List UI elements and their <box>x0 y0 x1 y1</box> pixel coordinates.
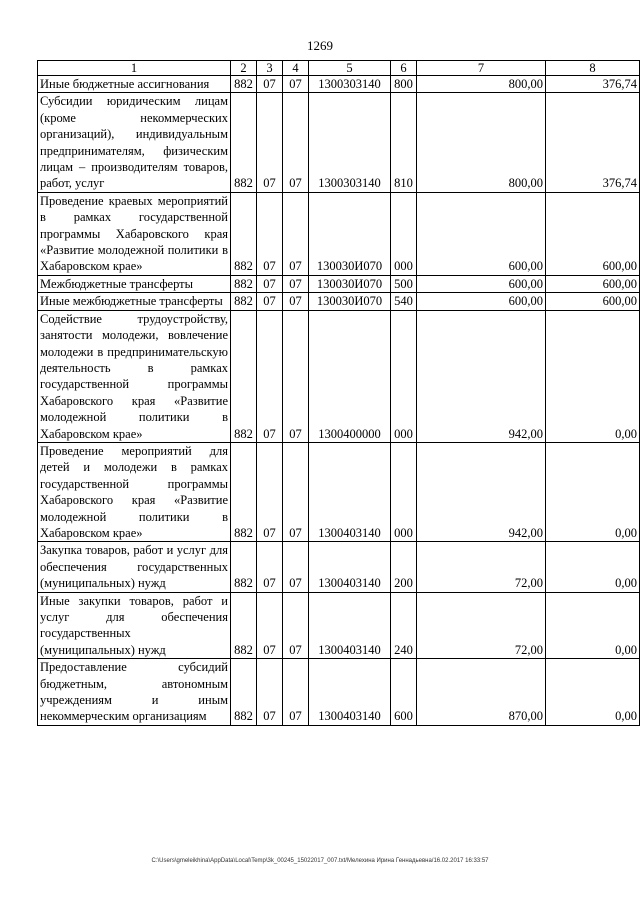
amount-planned: 72,00 <box>417 542 546 592</box>
grbs-code: 882 <box>231 592 257 659</box>
table-row <box>38 275 640 292</box>
item-name-text: Иные закупки товаров, работ и услуг для обеспечения государственных (муниципальных) нужд <box>40 593 228 657</box>
grbs-code: 882 <box>231 310 257 442</box>
expense-type-code: 240 <box>391 592 417 659</box>
amount-executed: 0,00 <box>546 442 640 541</box>
file-path-footer: C:\Users\gmeleikhina\AppData\Local\Temp\3k_00245_15022017_007.txt/Мелехина Ирина Геннадьевна/16.02.2017 16:33:57 <box>151 858 489 864</box>
item-name-text: Межбюджетные трансферты <box>40 276 194 291</box>
amount-planned: 942,00 <box>417 310 546 442</box>
target-article-code: 130030И070 <box>309 293 391 310</box>
amount-executed: 0,00 <box>546 310 640 442</box>
expense-type-code: 000 <box>391 310 417 442</box>
table-row <box>38 93 640 192</box>
column-header: 1 <box>38 61 231 76</box>
column-header: 6 <box>391 61 417 76</box>
column-header: 2 <box>231 61 257 76</box>
table-row <box>38 293 640 310</box>
table-row <box>38 592 640 659</box>
item-name-text: Иные межбюджетные трансферты <box>40 294 223 309</box>
target-article-code: 130030И070 <box>309 275 391 292</box>
amount-planned: 600,00 <box>417 275 546 292</box>
item-name <box>38 275 231 292</box>
amount-executed: 0,00 <box>546 659 640 726</box>
item-name <box>38 93 231 192</box>
item-name-text: Проведение краевых мероприятий в рамках государственной программы Хабаровского края «Развитие молодежной политики в Хабаровском крае» <box>40 193 228 274</box>
amount-planned: 800,00 <box>417 93 546 192</box>
section-code: 07 <box>257 592 283 659</box>
column-header: 7 <box>417 61 546 76</box>
target-article-code: 1300403140 <box>309 659 391 726</box>
budget-table <box>37 60 640 726</box>
target-article-code: 1300403140 <box>309 442 391 541</box>
subsection-code: 07 <box>283 293 309 310</box>
item-name-text: Предоставление субсидий бюджетным, автономным учреждениям и иным некоммерческим организациям <box>40 660 228 724</box>
expense-type-code: 800 <box>391 76 417 93</box>
section-code: 07 <box>257 310 283 442</box>
expense-type-code: 600 <box>391 659 417 726</box>
column-header: 8 <box>546 61 640 76</box>
subsection-code: 07 <box>283 93 309 192</box>
subsection-code: 07 <box>283 76 309 93</box>
item-name-text: Субсидии юридическим лицам (кроме некоммерческих организаций), индивидуальным предпринимателям, физическим лицам – производителям товаров, работ, услуг <box>40 94 228 191</box>
target-article-code: 130030И070 <box>309 192 391 275</box>
expense-type-code: 200 <box>391 542 417 592</box>
item-name <box>38 310 231 442</box>
amount-planned: 800,00 <box>417 76 546 93</box>
item-name <box>38 293 231 310</box>
grbs-code: 882 <box>231 76 257 93</box>
expense-type-code: 000 <box>391 192 417 275</box>
subsection-code: 07 <box>283 542 309 592</box>
item-name <box>38 442 231 541</box>
subsection-code: 07 <box>283 275 309 292</box>
item-name-text: Содействие трудоустройству, занятости молодежи, вовлечение молодежи в предпринимательскую деятельность в рамках государственной программы Хабаровского края «Развитие молодежной политики в Хабаровском крае» <box>40 311 228 441</box>
table-row <box>38 310 640 442</box>
subsection-code: 07 <box>283 442 309 541</box>
amount-planned: 942,00 <box>417 442 546 541</box>
item-name-text: Иные бюджетные ассигнования <box>40 77 210 91</box>
section-code: 07 <box>257 76 283 93</box>
section-code: 07 <box>257 192 283 275</box>
grbs-code: 882 <box>231 659 257 726</box>
section-code: 07 <box>257 275 283 292</box>
table-row <box>38 542 640 592</box>
expense-type-code: 500 <box>391 275 417 292</box>
section-code: 07 <box>257 93 283 192</box>
subsection-code: 07 <box>283 192 309 275</box>
subsection-code: 07 <box>283 592 309 659</box>
item-name <box>38 542 231 592</box>
amount-executed: 600,00 <box>546 293 640 310</box>
column-header: 4 <box>283 61 309 76</box>
amount-executed: 0,00 <box>546 542 640 592</box>
subsection-code: 07 <box>283 310 309 442</box>
item-name <box>38 76 231 93</box>
amount-executed: 376,74 <box>546 93 640 192</box>
grbs-code: 882 <box>231 192 257 275</box>
header-row <box>38 61 640 76</box>
expense-type-code: 810 <box>391 93 417 192</box>
amount-planned: 72,00 <box>417 592 546 659</box>
table-row <box>38 659 640 726</box>
item-name <box>38 192 231 275</box>
subsection-code: 07 <box>283 659 309 726</box>
item-name <box>38 592 231 659</box>
grbs-code: 882 <box>231 442 257 541</box>
table-row <box>38 192 640 275</box>
grbs-code: 882 <box>231 93 257 192</box>
section-code: 07 <box>257 293 283 310</box>
item-name <box>38 659 231 726</box>
column-header: 5 <box>309 61 391 76</box>
column-header: 3 <box>257 61 283 76</box>
section-code: 07 <box>257 442 283 541</box>
amount-executed: 0,00 <box>546 592 640 659</box>
target-article-code: 1300400000 <box>309 310 391 442</box>
item-name-text: Проведение мероприятий для детей и молодежи в рамках государственной программы Хабаровского края «Развитие молодежной политики в Хабаровском крае» <box>40 443 228 540</box>
table-row <box>38 76 640 93</box>
amount-planned: 600,00 <box>417 293 546 310</box>
target-article-code: 1300303140 <box>309 93 391 192</box>
grbs-code: 882 <box>231 542 257 592</box>
section-code: 07 <box>257 542 283 592</box>
item-name-text: Закупка товаров, работ и услуг для обеспечения государственных (муниципальных) нужд <box>40 543 228 591</box>
amount-executed: 600,00 <box>546 275 640 292</box>
amount-executed: 376,74 <box>546 76 640 93</box>
amount-planned: 600,00 <box>417 192 546 275</box>
grbs-code: 882 <box>231 275 257 292</box>
page-number: 1269 <box>307 38 333 53</box>
expense-type-code: 540 <box>391 293 417 310</box>
target-article-code: 1300403140 <box>309 592 391 659</box>
section-code: 07 <box>257 659 283 726</box>
amount-executed: 600,00 <box>546 192 640 275</box>
amount-planned: 870,00 <box>417 659 546 726</box>
expense-type-code: 000 <box>391 442 417 541</box>
table-row <box>38 442 640 541</box>
grbs-code: 882 <box>231 293 257 310</box>
target-article-code: 1300403140 <box>309 542 391 592</box>
target-article-code: 1300303140 <box>309 76 391 93</box>
